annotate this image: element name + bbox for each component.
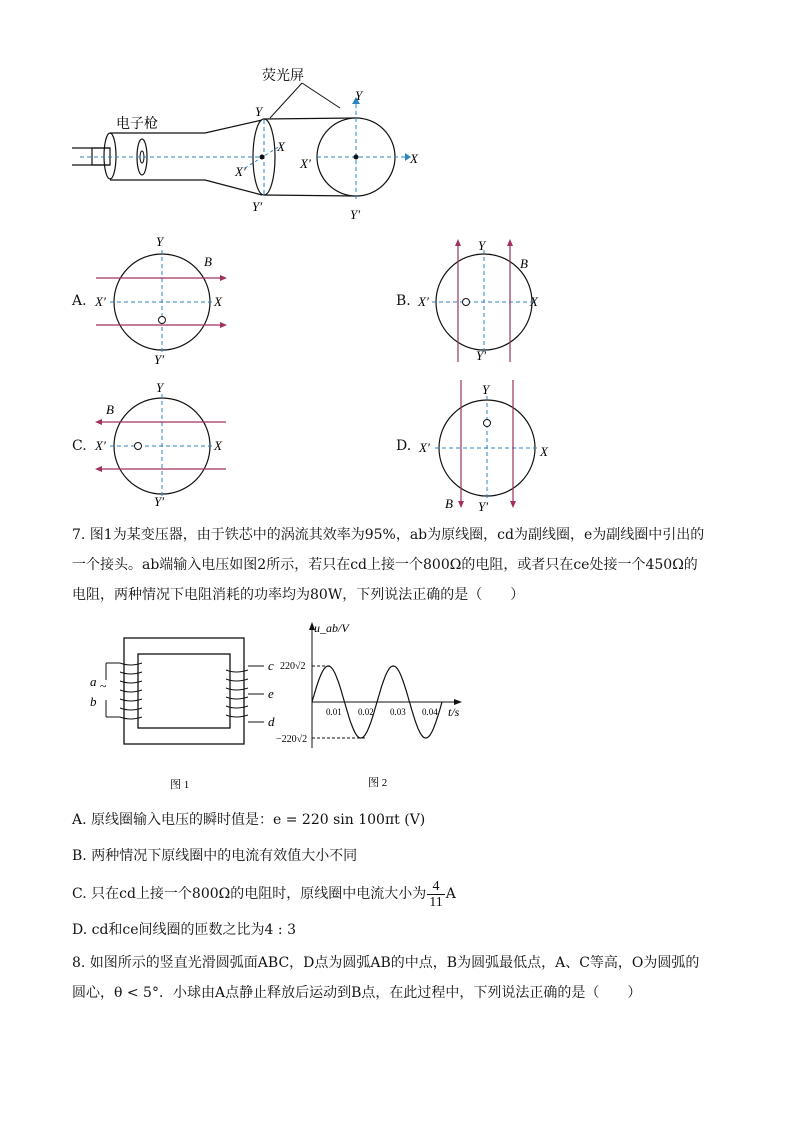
q7-option-c: C. 只在cd上接一个800Ω的电阻时，原线圈中电流大小为 $\frac{4}{11}$ A [72, 878, 456, 910]
axis-xp-label: X′ [235, 164, 246, 179]
svg-text:Y: Y [156, 234, 164, 249]
q7-line2: 一个接头。ab端输入电压如图2所示，若只在cd上接一个800Ω的电阻，或者只在ce处接一个450Ω的 [72, 557, 698, 573]
svg-text:X: X [214, 294, 222, 309]
svg-text:c: c [268, 658, 274, 673]
option-d-letter: D. [396, 438, 412, 454]
axis-x-label: X [410, 151, 418, 166]
axis-yp-label: Y′ [252, 199, 263, 214]
graph-xlabel: t/s [448, 705, 460, 719]
axis-xp-label: X′ [300, 156, 311, 171]
screen-label: 荧光屏 [262, 69, 304, 84]
svg-text:Y: Y [156, 380, 164, 395]
q8-line1: 8. 如图所示的竖直光滑圆弧面ABC，D点为圆弧AB的中点，B为圆弧最低点，A、C等高，O为圆弧的 [72, 955, 700, 971]
svg-text:Y′: Y′ [154, 352, 165, 367]
option-b-figure [412, 232, 572, 367]
svg-text:Y′: Y′ [154, 494, 165, 509]
svg-text:X′: X′ [95, 294, 106, 309]
option-b-letter: B. [396, 293, 411, 309]
svg-text:X′: X′ [418, 294, 429, 309]
svg-text:Y′: Y′ [478, 499, 489, 514]
svg-text:X: X [530, 294, 538, 309]
svg-text:b: b [90, 694, 97, 709]
q7-option-b: B. 两种情况下原线圈中的电流有效值大小不同 [72, 848, 358, 864]
svg-text:d: d [268, 714, 275, 729]
svg-text:B: B [106, 402, 114, 417]
axis-yp-label: Y′ [350, 207, 361, 222]
svg-text:e: e [268, 686, 274, 701]
q7-option-a: A. 原线圈输入电压的瞬时值是：e = 220 sin 100πt (V) [72, 812, 426, 828]
svg-text:X′: X′ [419, 440, 430, 455]
svg-text:~: ~ [100, 679, 107, 693]
svg-text:X′: X′ [95, 438, 106, 453]
graph-ymin: −220√2 [276, 734, 308, 745]
svg-text:B: B [445, 496, 453, 511]
svg-text:X: X [540, 444, 548, 459]
svg-text:B: B [204, 254, 212, 269]
svg-text:Y′: Y′ [476, 348, 487, 363]
fig1-caption: 图 1 [170, 779, 190, 791]
svg-text:X: X [214, 438, 222, 453]
crt-figure [0, 0, 794, 230]
option-a-letter: A. [72, 293, 87, 309]
transformer-figure [80, 630, 280, 800]
fig2-caption: 图 2 [368, 777, 388, 789]
svg-text:a: a [90, 674, 97, 689]
axis-x-label: X [277, 139, 285, 154]
svg-text:Y: Y [482, 382, 490, 397]
q7-option-d: D. cd和ce间线圈的匝数之比为4 : 3 [72, 922, 296, 938]
tick-label: 0.01 [326, 707, 342, 717]
q7-line3: 电阻，两种情况下电阻消耗的功率均为80W，下列说法正确的是（ ） [72, 587, 525, 603]
q7-line1: 7. 图1为某变压器，由于铁芯中的涡流其效率为95%，ab为原线圈，cd为副线圈，e为副线圈中引出的 [72, 527, 705, 543]
graph-ymax: 220√2 [280, 661, 306, 672]
option-c-letter: C. [72, 438, 87, 454]
graph-ylabel: u_ab/V [314, 621, 349, 635]
svg-text:Y: Y [478, 238, 486, 253]
option-d-figure [412, 376, 572, 516]
voltage-graph [272, 618, 472, 790]
tick-label: 0.03 [390, 707, 406, 717]
svg-text:B: B [520, 256, 528, 271]
option-c-figure [90, 376, 250, 511]
tick-label: 0.04 [422, 707, 438, 717]
gun-label: 电子枪 [116, 117, 158, 132]
axis-y-label: Y [355, 88, 363, 103]
option-a-figure [90, 232, 250, 367]
tick-label: 0.02 [358, 707, 374, 717]
axis-y-label: Y [255, 104, 263, 119]
q8-line2: 圆心，θ < 5°．小球由A点静止释放后运动到B点，在此过程中，下列说法正确的是（ ） [72, 985, 642, 1001]
